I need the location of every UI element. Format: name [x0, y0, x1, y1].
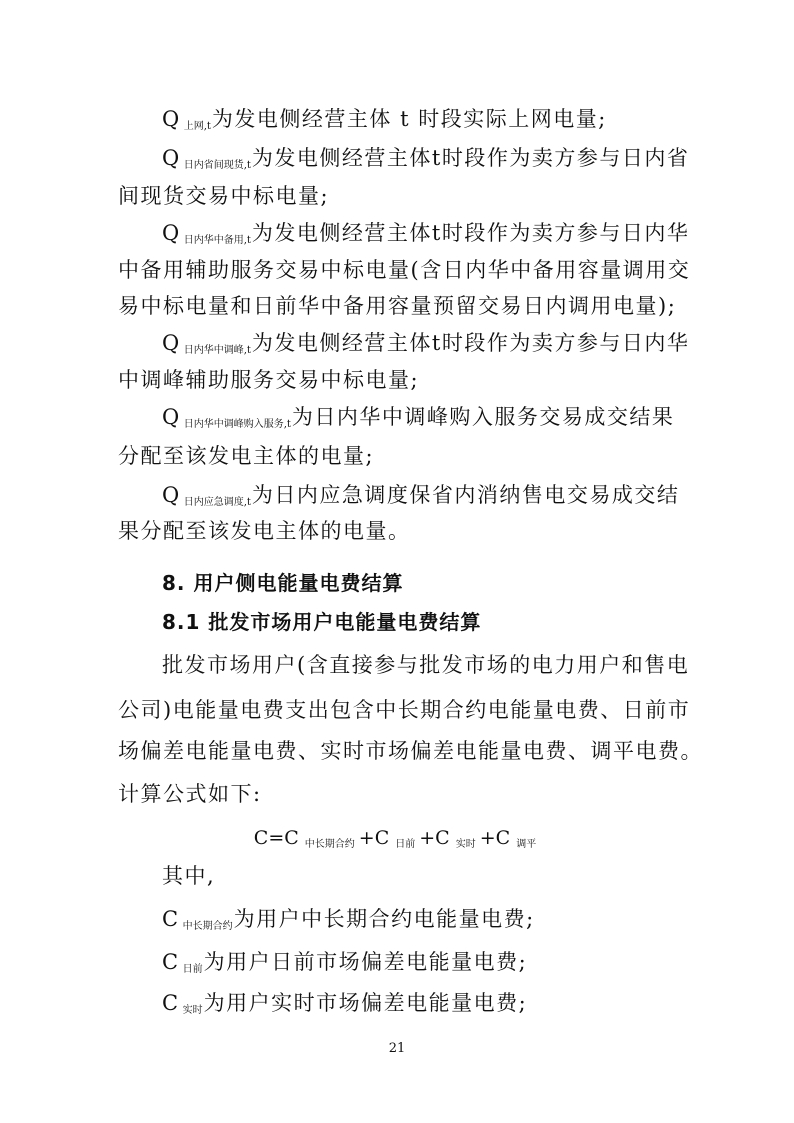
paragraph-line: 场偏差电能量电费、实时市场偏差电能量电费、调平电费。 — [118, 739, 703, 763]
def-continuation: 分配至该发电主体的电量; — [118, 444, 375, 468]
definition-text: 为发电侧经营主体t时段作为卖方参与日内省 — [251, 146, 690, 170]
settlement-formula: C=C $_{中长期合约}$ +C $_{日前}$ +C $_{实时}$ +C $_{调平}$ — [253, 827, 537, 850]
section-heading-8: 8. 用户侧电能量电费结算 — [162, 571, 404, 595]
paragraph-line: 公司)电能量电费支出包含中长期合约电能量电费、日前市 — [118, 698, 691, 722]
symbol: C — [162, 950, 180, 974]
def-q-reserve — [162, 218, 689, 256]
def-q-peak — [162, 328, 689, 366]
paragraph-line: 计算公式如下: — [118, 782, 262, 806]
where-label: 其中, — [162, 864, 216, 888]
symbol: Q — [162, 221, 181, 245]
def-q-emergency — [162, 480, 679, 518]
def-c-long-term — [162, 904, 535, 942]
symbol: Q — [162, 483, 181, 507]
def-q-up — [162, 104, 607, 142]
def-continuation: 中调峰辅助服务交易中标电量; — [118, 368, 420, 392]
def-q-intraday-spot — [162, 143, 689, 181]
symbol: Q — [162, 405, 181, 429]
definition-text: 为发电侧经营主体t时段作为卖方参与日内华 — [251, 331, 690, 355]
subscript: 日内华中调峰购入服务,t — [183, 419, 291, 430]
symbol: C — [162, 991, 180, 1015]
symbol: Q — [162, 331, 181, 355]
def-q-peak-buy — [162, 402, 674, 440]
subscript: 日内省间现货,t — [183, 160, 251, 171]
section-heading-8-1: 8.1 批发市场用户电能量电费结算 — [162, 610, 482, 634]
definition-text: 为日内应急调度保省内消纳售电交易成交结 — [251, 483, 680, 507]
def-continuation: 易中标电量和日前华中备用容量预留交易日内调用电量); — [118, 294, 677, 318]
def-c-day-ahead — [162, 947, 527, 985]
subscript: 中长期合约 — [182, 921, 233, 932]
subscript: 日内应急调度,t — [183, 497, 251, 508]
subscript: 日内华中调峰,t — [183, 345, 251, 356]
definition-text: 为发电侧经营主体t时段作为卖方参与日内华 — [251, 221, 690, 245]
def-continuation: 中备用辅助服务交易中标电量(含日内华中备用容量调用交 — [118, 258, 691, 282]
paragraph-line: 批发市场用户(含直接参与批发市场的电力用户和售电 — [162, 653, 690, 677]
symbol: C — [162, 907, 180, 931]
def-continuation: 果分配至该发电主体的电量。 — [118, 519, 411, 543]
subscript: 上网,t — [183, 121, 211, 132]
subscript: 实时 — [182, 1005, 203, 1016]
def-c-real-time — [162, 988, 527, 1026]
page-number: 21 — [388, 1041, 406, 1056]
definition-text: 为用户日前市场偏差电能量电费; — [203, 950, 528, 974]
symbol: Q — [162, 146, 181, 170]
definition-text: 为日内华中调峰购入服务交易成交结果 — [291, 405, 675, 429]
subscript: 日内华中备用,t — [183, 235, 251, 246]
def-continuation: 间现货交易中标电量; — [118, 184, 330, 208]
definition-text: 为用户实时市场偏差电能量电费; — [203, 991, 528, 1015]
subscript: 日前 — [182, 964, 203, 975]
definition-text: 为用户中长期合约电能量电费; — [233, 907, 535, 931]
definition-text: 为发电侧经营主体 t 时段实际上网电量; — [211, 107, 607, 131]
symbol: Q — [162, 107, 181, 131]
